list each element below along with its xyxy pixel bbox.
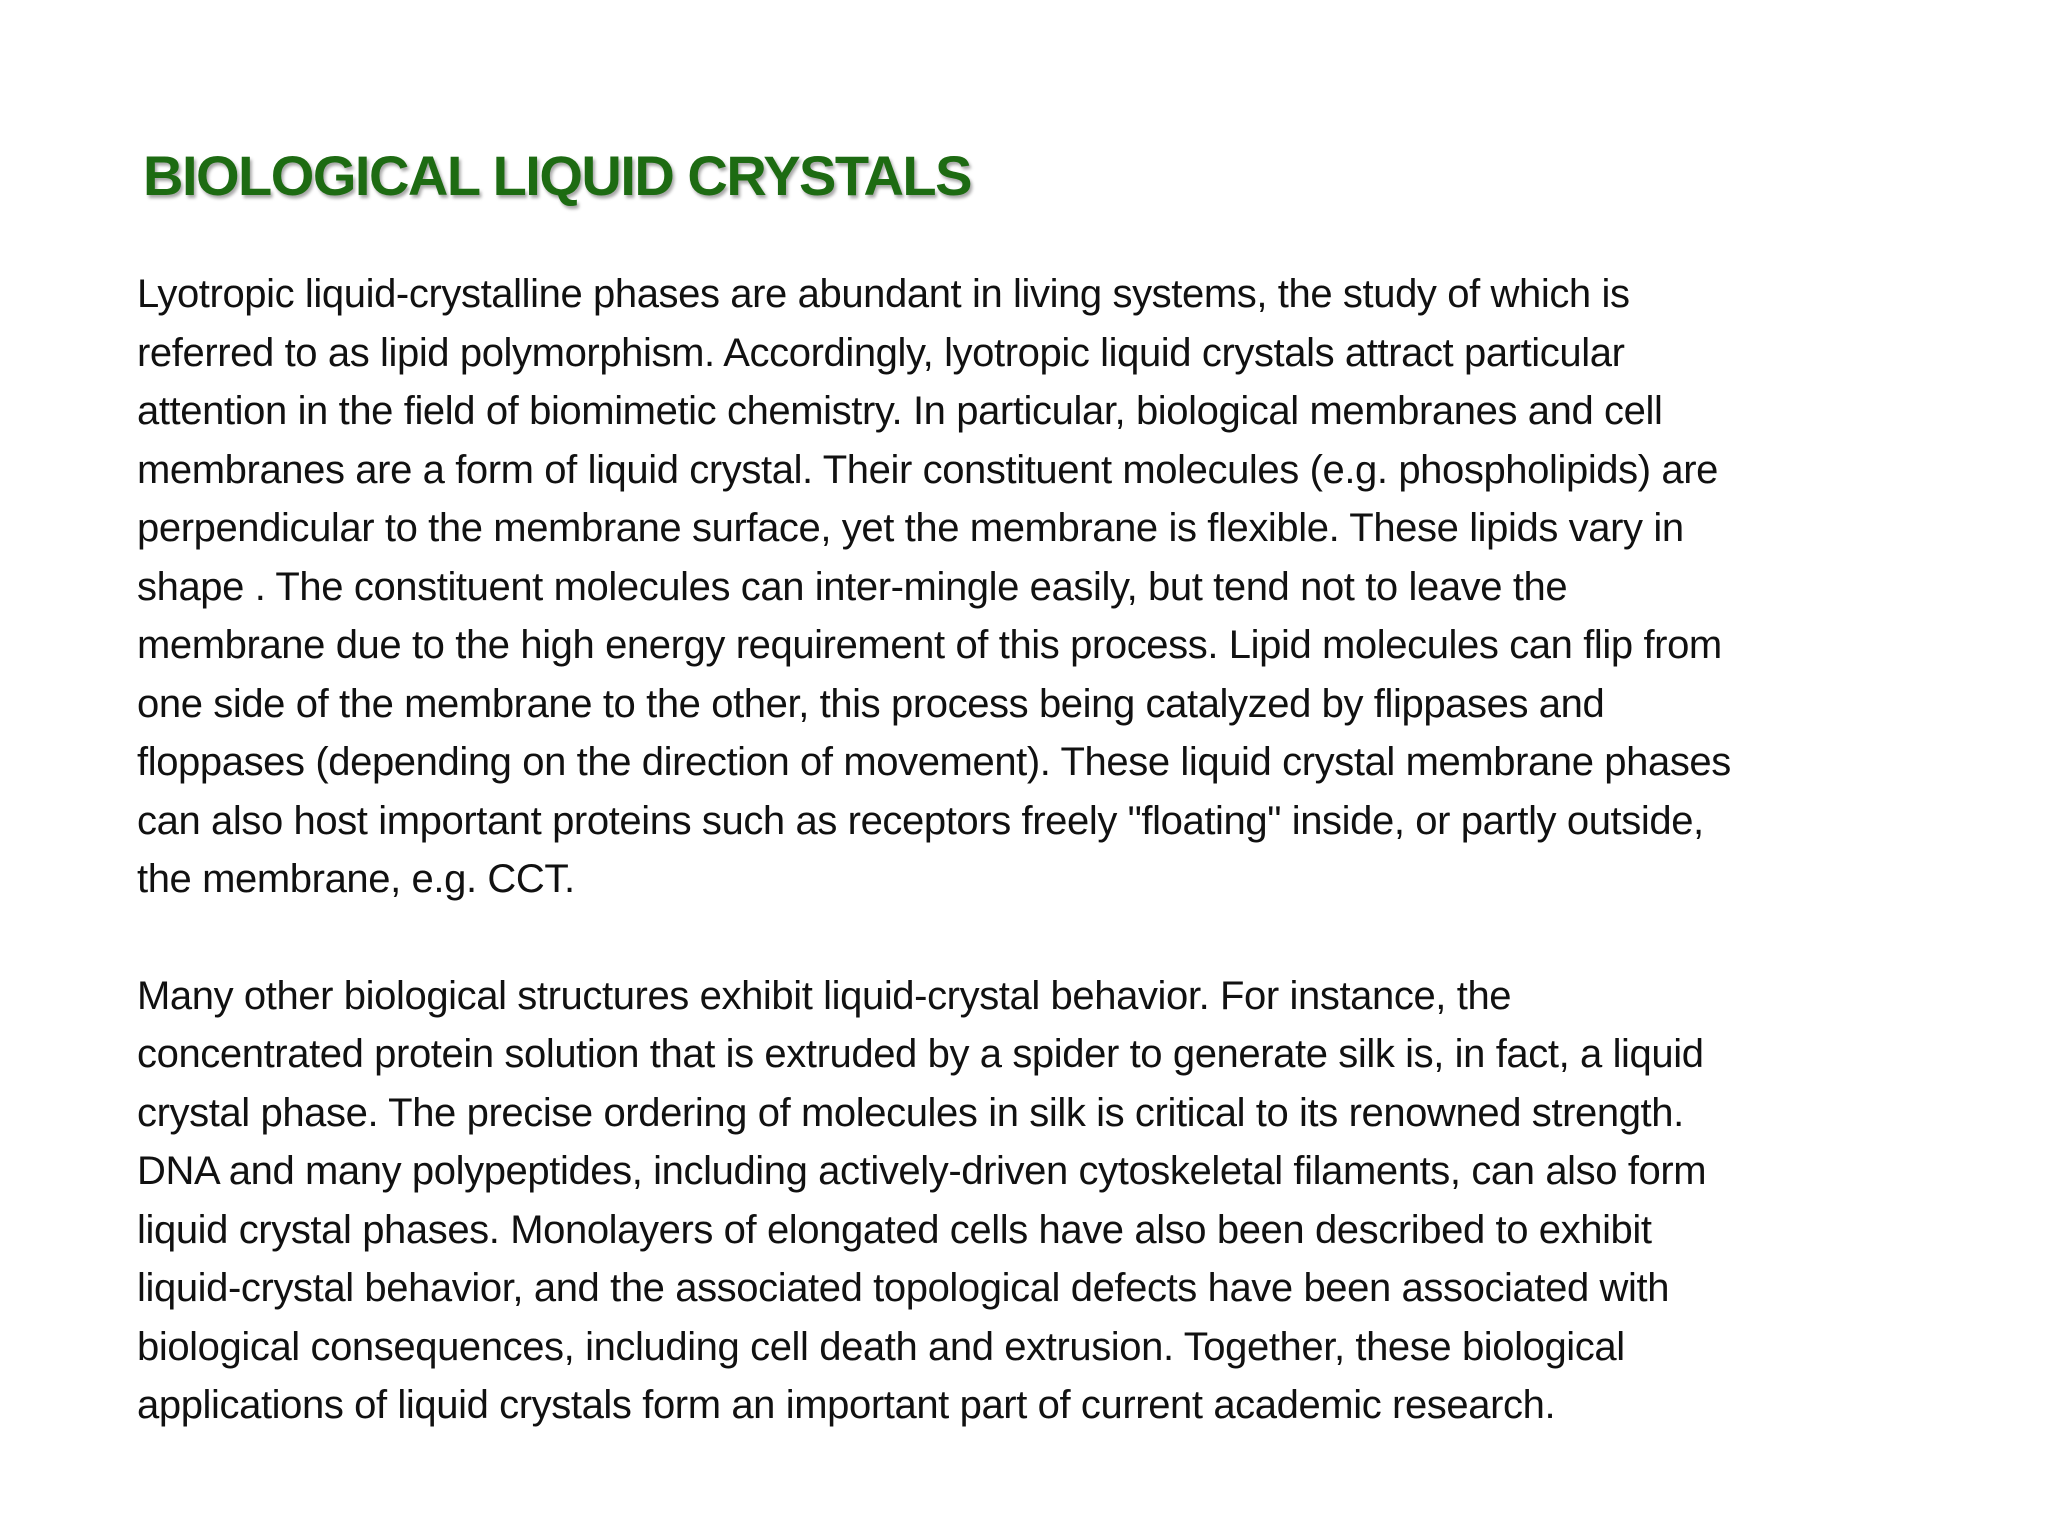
slide-body [137,265,1967,1435]
text-line: Many other biological structures exhibit liquid-crystal behavior. For instance, the [137,973,1512,1018]
text-line: perpendicular to the membrane surface, yet the membrane is flexible. These lipids vary in [137,506,1684,550]
text-line: liquid crystal phases. Monolayers of elongated cells have also been described to exhibit [137,1207,1652,1252]
paragraph-lipid-membranes [137,265,1967,909]
text-line: biological consequences, including cell death and extrusion. Together, these biological [137,1324,1625,1369]
text-line: referred to as lipid polymorphism. Accordingly, lyotropic liquid crystals attract particular [137,330,1625,375]
text-line: liquid-crystal behavior, and the associated topological defects have been associated with [137,1266,1670,1310]
text-line: the membrane, e.g. CCT. [137,857,575,901]
text-line: concentrated protein solution that is extruded by a spider to generate silk is, in fact, a liquid [137,1032,1704,1076]
text-line: attention in the field of biomimetic chemistry. In particular, biological membranes and cell [137,389,1663,433]
text-line: DNA and many polypeptides, including actively-driven cytoskeletal filaments, can also form [137,1149,1707,1193]
text-line: crystal phase. The precise ordering of molecules in silk is critical to its renowned strength. [137,1090,1684,1135]
paragraph-other-structures [137,967,1967,1435]
text-line: membrane due to the high energy requirement of this process. Lipid molecules can flip from [137,623,1722,667]
text-line: shape . The constituent molecules can inter-mingle easily, but tend not to leave the [137,564,1568,609]
text-line: Lyotropic liquid-crystalline phases are abundant in living systems, the study of which is [137,272,1630,316]
text-line: membranes are a form of liquid crystal. Their constituent molecules (e.g. phospholipids) are [137,447,1718,492]
slide-title: BIOLOGICAL LIQUID CRYSTALS [143,144,971,207]
text-line: one side of the membrane to the other, this process being catalyzed by flippases and [137,681,1605,726]
text-line: can also host important proteins such as receptors freely "floating" inside, or partly outside, [137,798,1704,843]
paragraph-spacer [137,909,1967,967]
text-line: applications of liquid crystals form an important part of current academic research. [137,1383,1556,1427]
text-line: floppases (depending on the direction of movement). These liquid crystal membrane phases [137,740,1731,784]
